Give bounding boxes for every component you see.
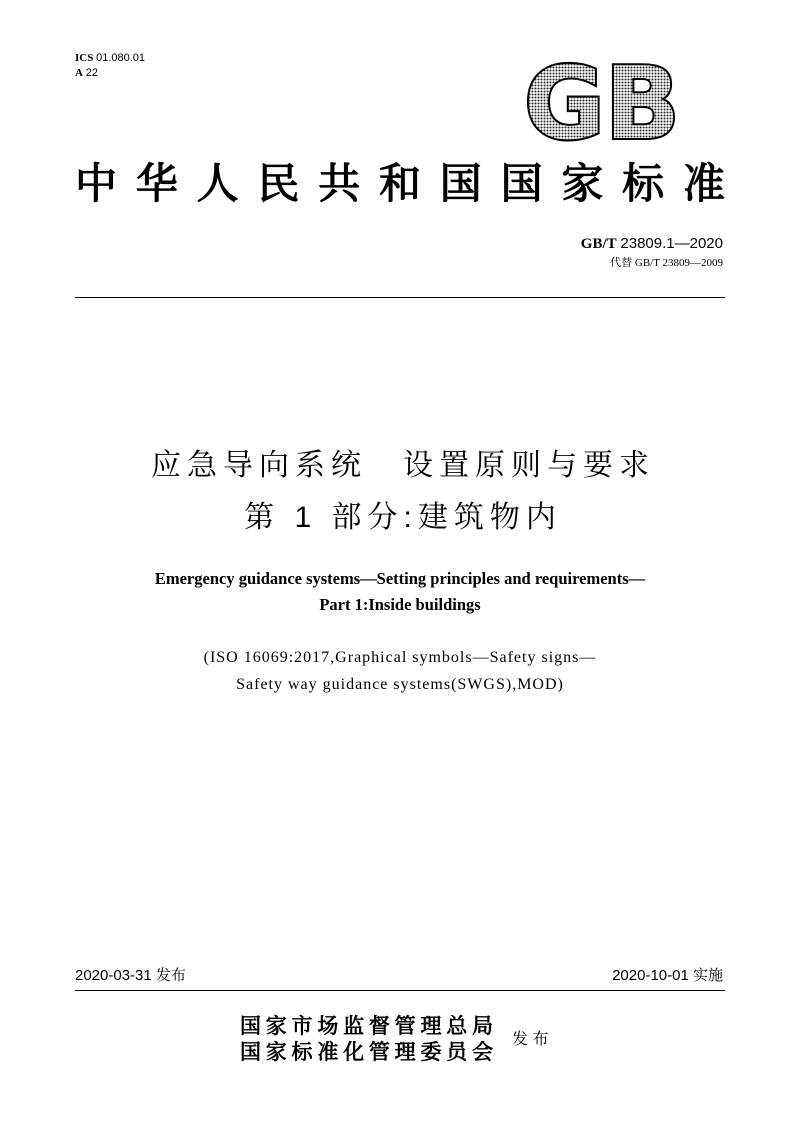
gb-logo-lettering: GB [524,60,680,142]
ics-code: 01.080.01 [96,52,146,64]
title-cn-line1: 应急导向系统 设置原则与要求 [151,449,655,482]
standard-code: 23809.1—2020 [620,235,723,252]
category-title: 中华人民共和国国家标准 [75,162,725,208]
footer-divider [75,990,725,991]
ccs-label: A [75,67,83,79]
adoption-line2: Safety way guidance systems(SWGS),MOD) [236,676,564,693]
replaces-standard: 代替 GB/T 23809—2009 [610,257,723,269]
issuing-authorities [240,1013,493,1065]
issue-action: 发 布 [512,1031,549,1048]
title-en-line1: Emergency guidance systems—Setting principles and requirements— [154,569,646,588]
header-divider [75,297,725,298]
ics-label: ICS [75,52,94,64]
issuer-sac: 国家标准化管理委员会 [240,1040,493,1064]
standard-prefix: GB/T [580,236,617,252]
implementation-date: 2020-10-01 实施 [612,967,723,984]
gb-logo [522,60,682,142]
issuer-samr: 国家市场监督管理总局 [240,1014,493,1038]
title-en-line2: Part 1:Inside buildings [319,595,481,614]
ics-classification [75,51,145,65]
adoption-line1: (ISO 16069:2017,Graphical symbols—Safety signs— [203,649,597,666]
standard-number [581,235,723,253]
title-cn-line2: 第 1 部分:建筑物内 [244,501,562,534]
ccs-classification [75,66,98,80]
issue-date: 2020-03-31 发布 [75,967,186,984]
ccs-code: 22 [85,67,98,79]
